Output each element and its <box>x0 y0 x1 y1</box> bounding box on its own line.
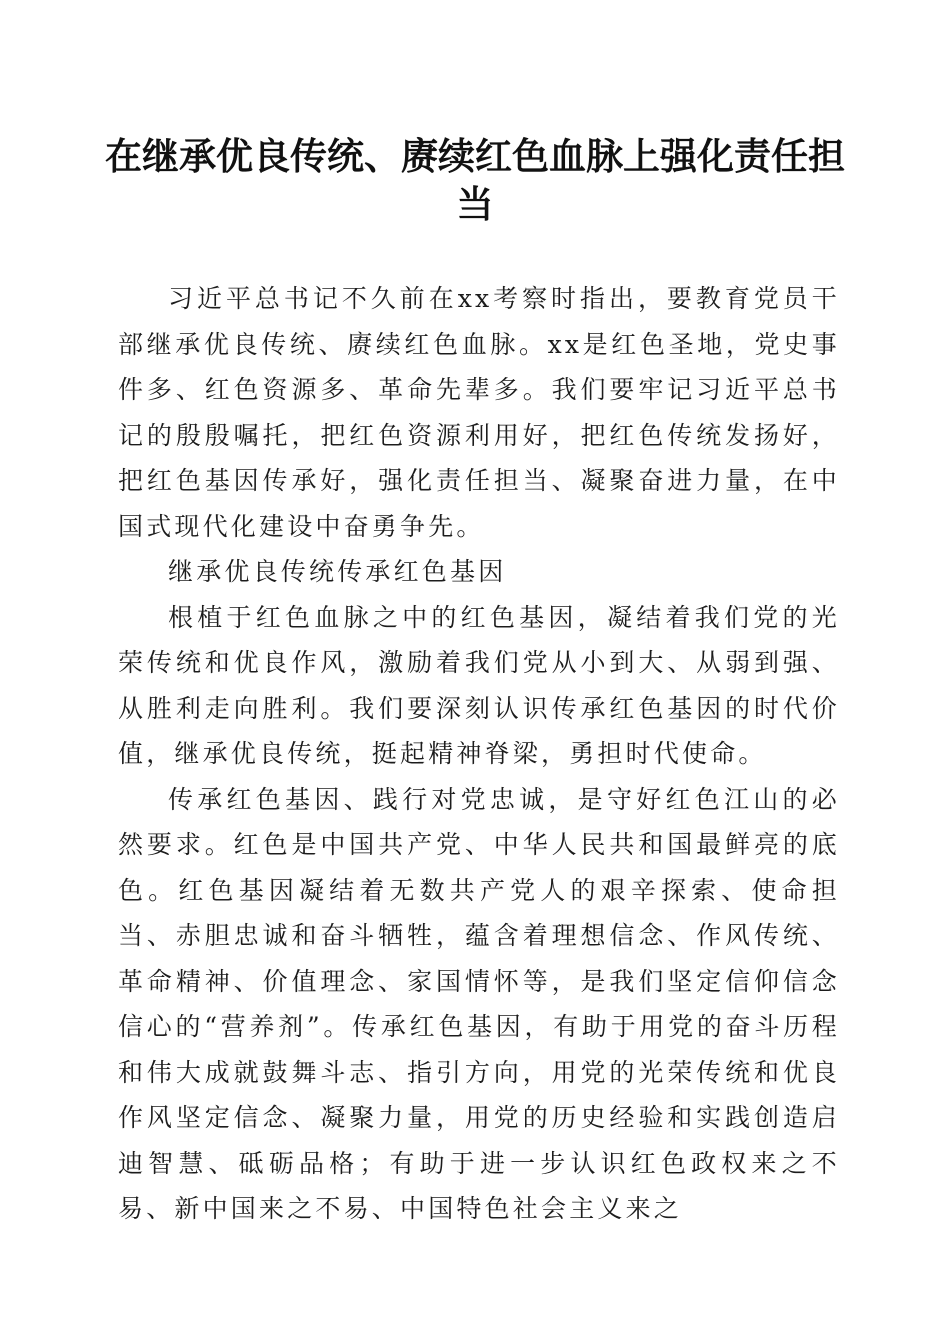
paragraph-intro: 习近平总书记不久前在xx考察时指出，要教育党员干部继承优良传统、赓续红色血脉。xx是红色圣地，党史事件多、红色资源多、革命先辈多。我们要牢记习近平总书记的殷殷嘱托，把红色资源利用好，把红色传统发扬好，把红色基因传承好，强化责任担当、凝聚奋进力量，在中国式现代化建设中奋勇争先。 <box>118 284 840 541</box>
paragraph-loyalty: 传承红色基因、践行对党忠诚，是守好红色江山的必然要求。红色是中国共产党、中华人民共和国最鲜亮的底色。红色基因凝结着无数共产党人的艰辛探索、使命担当、赤胆忠诚和奋斗牺牲，蕴含着理想信念、作风传统、革命精神、价值理念、家国情怀等，是我们坚定信仰信念信心的“营养剂”。传承红色基因，有助于用党的奋斗历程和伟大成就鼓舞斗志、指引方向，用党的光荣传统和优良作风坚定信念、凝聚力量，用党的历史经验和实践创造启迪智慧、砥砺品格；有助于进一步认识红色政权来之不易、新中国来之不易、中国特色社会主义来之 <box>118 784 840 1223</box>
document-title: 在继承优良传统、赓续红色血脉上强化责任担当 <box>105 134 845 226</box>
paragraph-red-gene: 根植于红色血脉之中的红色基因，凝结着我们党的光荣传统和优良作风，激励着我们党从小到大、从弱到强、从胜利走向胜利。我们要深刻认识传承红色基因的时代价值，继承优良传统，挺起精神脊梁，勇担时代使命。 <box>118 602 840 768</box>
document-body <box>118 276 840 1232</box>
section-heading: 继承优良传统传承红色基因 <box>168 557 507 586</box>
